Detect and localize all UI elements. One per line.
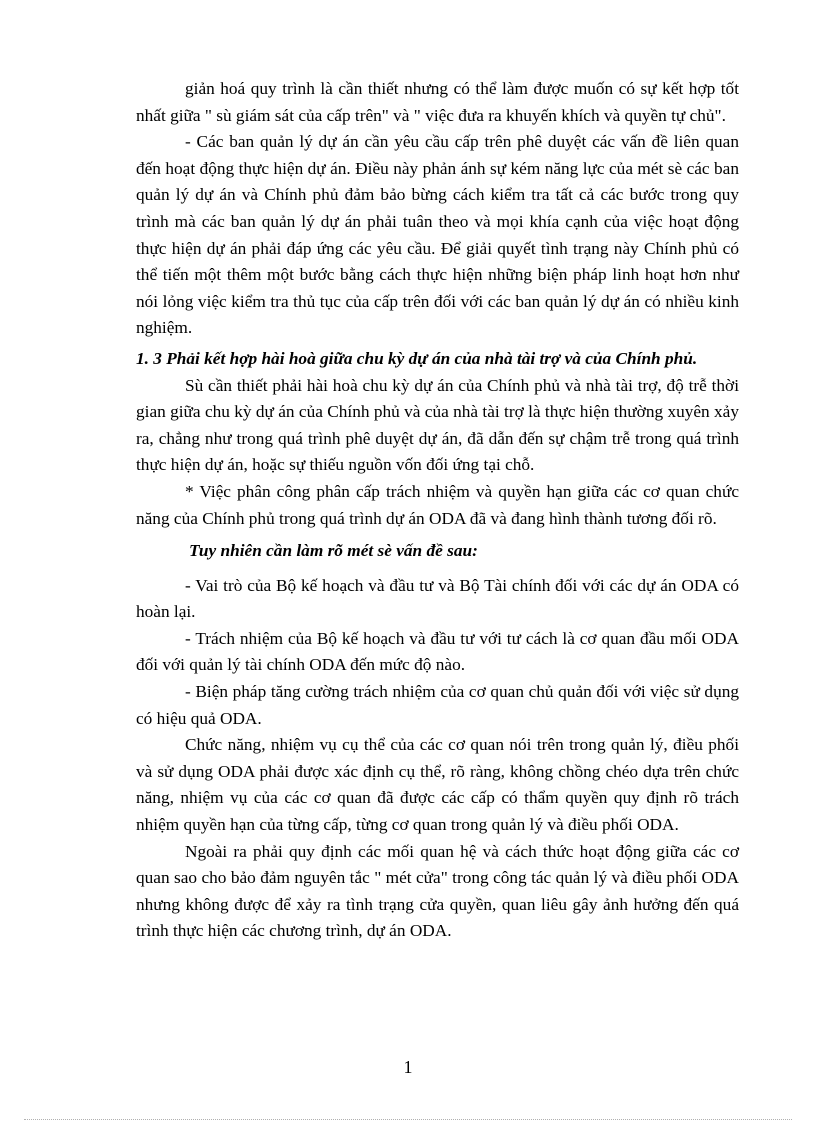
paragraph-project-cycle: Sù cần thiết phải hài hoà chu kỳ dự án của Chính phủ và nhà tài trợ, độ trễ thời gian giữa chu kỳ dự án của Chính phủ và của nhà tài trợ là thực hiện thường xuyên xảy ra, chẳng như trong quá trình phê duyệt dự án, đã dẫn đến sự chậm trễ trong quá trình thực hiện dự án, hoặc sự thiếu nguồn vốn đối ứng tại chỗ. (136, 375, 739, 475)
subheading: Tuy nhiên cần làm rõ mét sè vấn đề sau: (189, 541, 478, 561)
document-page (136, 76, 739, 945)
paragraph-relations: Ngoài ra phải quy định các mối quan hệ và cách thức hoạt động giữa các cơ quan sao cho bảo đảm nguyên tắc " mét cửa" trong công tác quản lý và điều phối ODA nhưng không được để xảy ra tình trạng cửa quyền, quan liêu gây ảnh hưởng đến quá trình thực hiện các chương trình, dự án ODA. (136, 841, 739, 941)
paragraph-project-approval: - Các ban quản lý dự án cần yêu cầu cấp trên phê duyệt các vấn đề liên quan đến hoạt động thực hiện dự án. Điều này phản ánh sự kém năng lực của mét sè các ban quản lý dự án và Chính phủ đảm bảo bừng cách kiểm tra tất cả các bước trong quy trình mà các ban quản lý dự án phải tuân theo và mọi khía cạnh của việc hoạt động thực hiện dự án phải đáp ứng các yêu cầu. Để giải quyết tình trạng này Chính phủ có thể tiến một thêm một bước bằng cách thực hiện những biện pháp linh hoạt hơn như nói lỏng việc kiểm tra thủ tục của cấp trên đối với các ban quản lý dự án có nhiều kinh nghiệm. (136, 132, 739, 338)
page-number: 1 (403, 1057, 413, 1077)
page-bottom-border (24, 1119, 792, 1120)
bullet-role: - Vai trò của Bộ kế hoạch và đầu tư và Bộ Tài chính đối với các dự án ODA có hoàn lại. (136, 575, 739, 622)
paragraph-continuation: giản hoá quy trình là cần thiết nhưng có thể làm được muốn có sự kết hợp tốt nhất giữa " sù giám sát của cấp trên" và " việc đưa ra khuyến khích và quyền tự chủ". (136, 79, 739, 125)
bullet-measures: - Biện pháp tăng cường trách nhiệm của cơ quan chủ quản đối với việc sử dụng có hiệu quả ODA. (136, 682, 739, 728)
paragraph-functions: Chức năng, nhiệm vụ cụ thể của các cơ quan nói trên trong quản lý, điều phối và sử dụng ODA phải được xác định cụ thể, rõ ràng, không chồng chéo dựa trên chức năng, nhiệm vụ của các cơ quan đã được các cấp có thẩm quyền quy định rõ trách nhiệm quyền hạn của từng cấp, từng cơ quan trong quản lý và điều phối ODA. (136, 735, 739, 835)
paragraph-responsibility: * Việc phân công phân cấp trách nhiệm và quyền hạn giữa các cơ quan chức năng của Chính phủ trong quá trình dự án ODA đã và đang hình thành tương đối rõ. (136, 481, 739, 528)
section-heading: 1. 3 Phải kết hợp hài hoà giữa chu kỳ dự án của nhà tài trợ và của Chính phủ. (136, 348, 698, 368)
bullet-responsibility: - Trách nhiệm của Bộ kế hoạch và đầu tư với tư cách là cơ quan đầu mối ODA đối với quản lý tài chính ODA đến mức độ nào. (136, 628, 739, 675)
